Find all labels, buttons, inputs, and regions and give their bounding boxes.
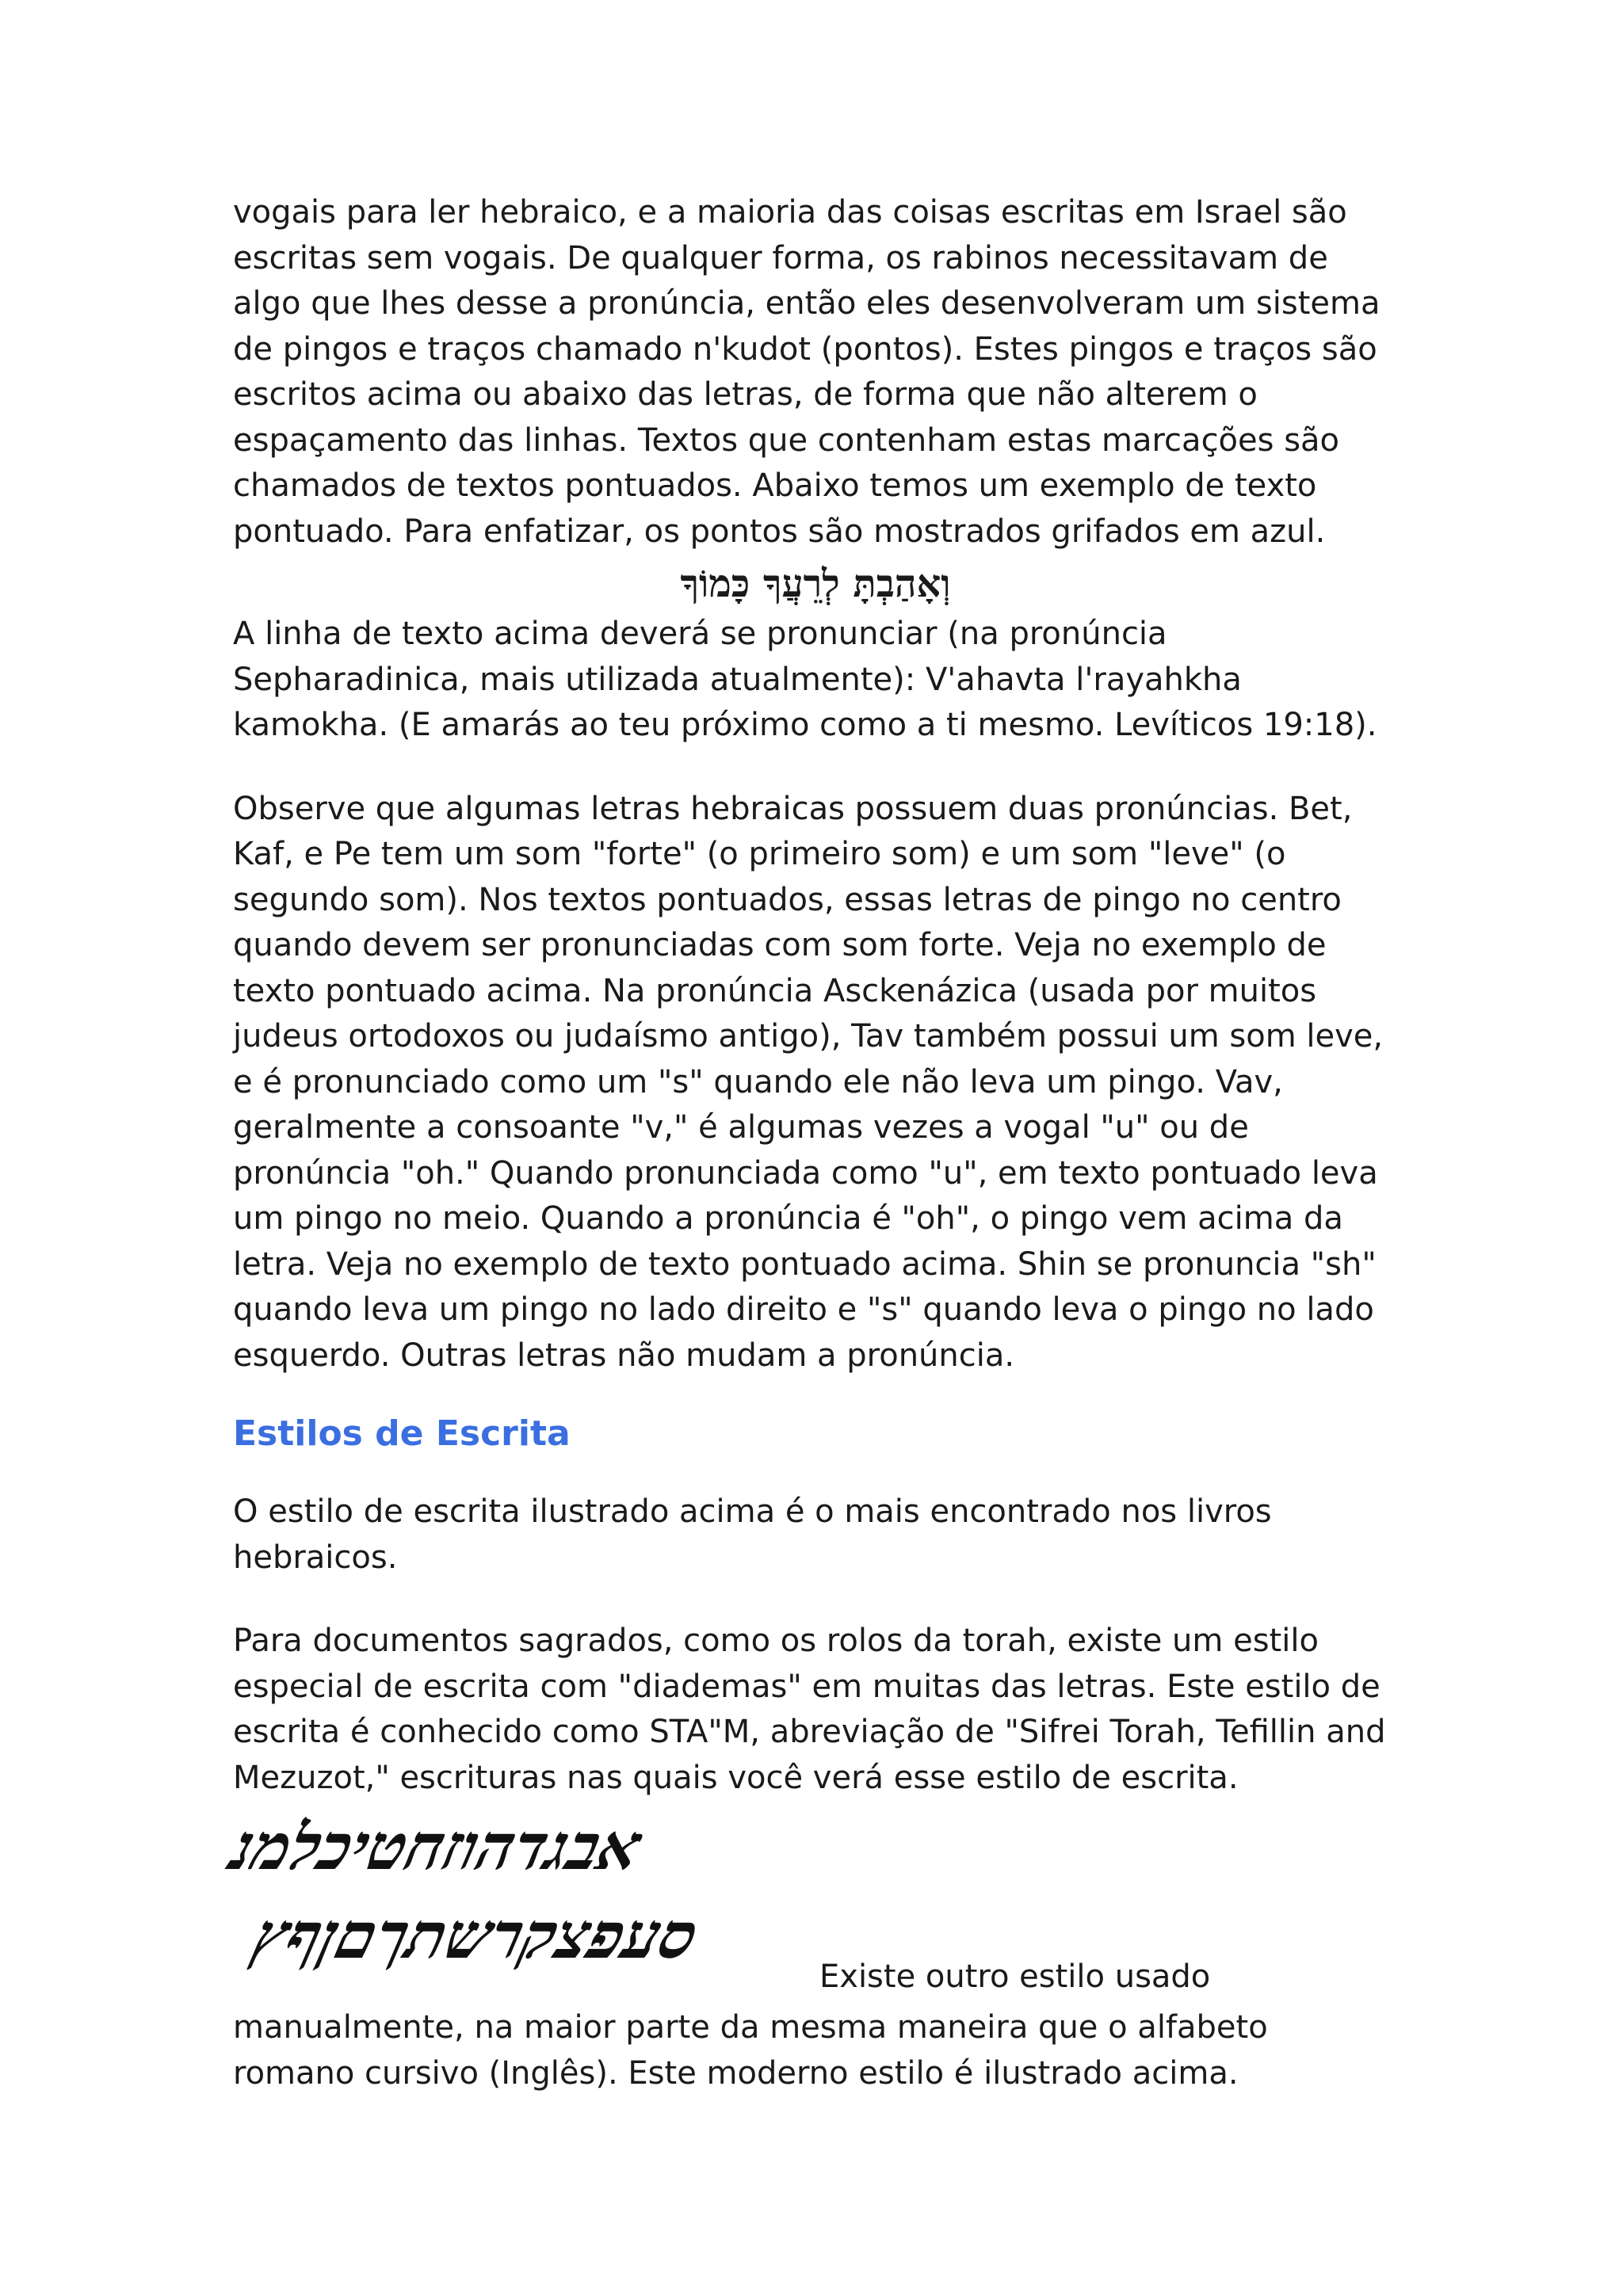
intro-paragraph: vogais para ler hebraico, e a maioria das coisas escritas em Israel são escritas sem vogais. De qualquer forma, os rabinos necessitavam de algo que lhes desse a pronúncia, então eles desenvolveram um sistema de pingos e traços chamado n'kudot (pontos). Estes pingos e traços são escritos acima ou abaixo das letras, de forma que não alterem o espaçamento das linhas. Textos que contenham estas marcações são chamados de textos pontuados. Abaixo temos um exemplo de texto pontuado. Para enfatizar, os pontos são mostrados grifados em azul. [233, 194, 1381, 550]
style-intro-paragraph: O estilo de escrita ilustrado acima é o mais encontrado nos livros hebraicos. [233, 1493, 1272, 1576]
cursive-alphabet-line-2: סעפצקרשתךםןףץ [246, 1898, 706, 1973]
pronunciation-paragraph: A linha de texto acima deverá se pronunciar (na pronúncia Sepharadinica, mais utilizada atualmente): V'ahavta l'rayahkha kamokha. (E amarás ao teu próximo como a ti mesmo. Levíticos 19:18). [233, 616, 1377, 743]
cursive-caption-start: Existe outro estilo usado [819, 1958, 1211, 1995]
stam-paragraph: Para documentos sagrados, como os rolos da torah, existe um estilo especial de escrita com "diademas" em muitas das letras. Este estilo de escrita é conhecido como STA"M, abreviação de "Sifrei Torah, Tefillin and Mezuzot," escrituras nas quais você verá esse estilo de escrita. [233, 1623, 1386, 1796]
document-page [223, 190, 1398, 2096]
hebrew-pointed-example: וְאָהַבְתָּ לְרֵעֲךָ כָּמוֹךָ [680, 562, 951, 606]
letters-paragraph: Observe que algumas letras hebraicas possuem duas pronúncias. Bet, Kaf, e Pe tem um som "forte" (o primeiro som) e um som "leve" (o segundo som). Nos textos pontuados, essas letras de pingo no centro quando devem ser pronunciadas com som forte. Veja no exemplo de texto pontuado acima. Na pronúncia Asckenázica (usada por muitos judeus ortodoxos ou judaísmo antigo), Tav também possui um som leve, e é pronunciado como um "s" quando ele não leva um pingo. Vav, geralmente a consoante "v," é algumas vezes a vogal "u" ou de pronúncia "oh." Quando pronunciada como "u", em texto pontuado leva um pingo no meio. Quando a pronúncia é "oh", o pingo vem acima da letra. Veja no exemplo de texto pontuado acima. Shin se pronuncia "sh" quando leva um pingo no lado direito e "s" quando leva o pingo no lado esquerdo. Outras letras não mudam a pronúncia. [233, 790, 1384, 1374]
cursive-caption-paragraph: manualmente, na maior parte da mesma maneira que o alfabeto romano cursivo (Inglês). Este moderno estilo é ilustrado acima. [233, 2009, 1268, 2092]
cursive-alphabet-illustration [223, 1807, 1398, 2005]
section-heading: Estilos de Escrita [233, 1413, 571, 1454]
cursive-alphabet-line-1: אבגדהוזחטיכלמנ [223, 1810, 649, 1884]
